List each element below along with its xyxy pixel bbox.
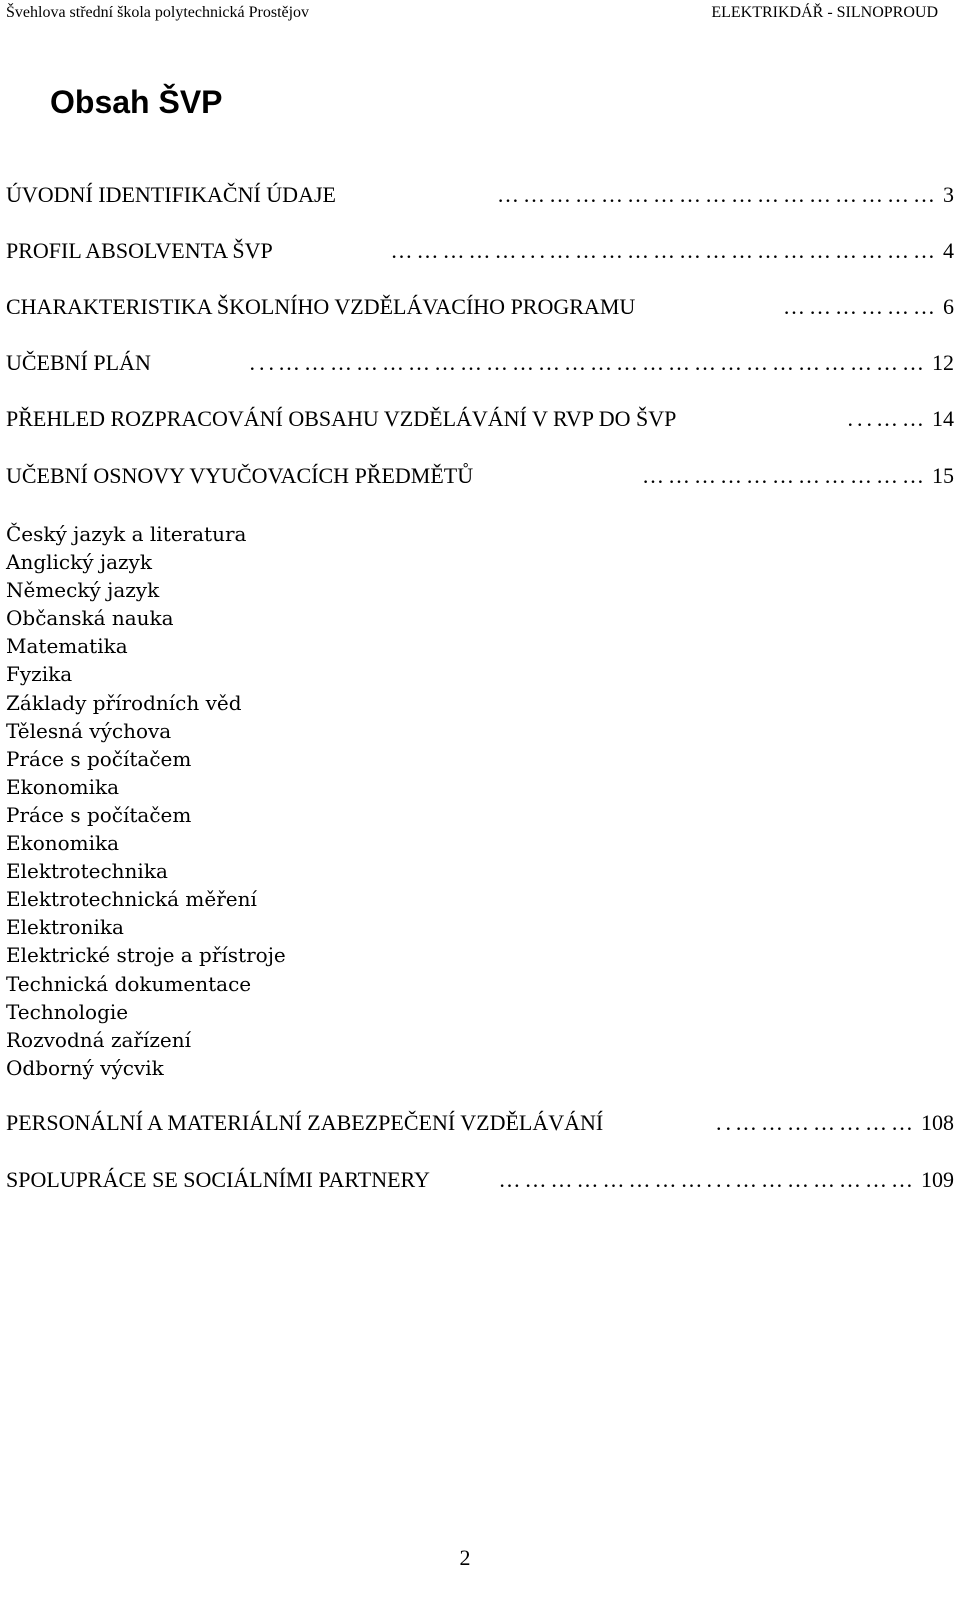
subject-item-ekonomika-2[interactable]: Ekonomika [6,831,120,856]
toc-leader: …………………...…………………… [498,1167,917,1192]
subject-item-odborny-vycvik[interactable]: Odborný výcvik [6,1055,164,1080]
subject-item-elektronika[interactable]: Elektronika [6,915,124,940]
toc-entry-prehled-rozpracovani[interactable] [6,404,954,434]
toc-entry-page: 6 [943,294,954,319]
page-number: 2 [459,1545,471,1570]
subject-item-obcanska-nauka[interactable]: Občanská nauka [6,606,174,631]
toc-entry-profil-absolventa[interactable] [6,236,954,266]
toc-entry-ucebni-plan[interactable] [6,348,954,378]
toc-entry-page: 109 [921,1167,954,1192]
subject-item-zaklady-prirodnich-ved[interactable]: Základy přírodních věd [6,690,242,715]
subject-item-technicka-dokumentace[interactable]: Technická dokumentace [6,971,252,996]
toc-entry-label: UČEBNÍ PLÁN [6,348,157,378]
toc-leader: ………………………………………...…………… [390,238,939,263]
school-name: Švehlova střední škola polytechnická Prostějov [6,4,310,21]
toc-leader: …………………………… [642,463,928,488]
subject-item-telesna-vychova[interactable]: Tělesná výchova [6,718,172,743]
toc-leader: ……………… [783,294,939,319]
subject-item-nemecky-jazyk[interactable]: Německý jazyk [6,578,160,603]
subject-item-technologie[interactable]: Technologie [6,999,129,1024]
subject-item-elektrotechnika[interactable]: Elektrotechnika [6,859,168,884]
toc-entry-label: PERSONÁLNÍ A MATERIÁLNÍ ZABEZPEČENÍ VZDĚLÁVÁNÍ [6,1108,609,1138]
toc-entry-page: 12 [932,350,954,375]
page-title: Obsah ŠVP [50,84,223,120]
subject-item-rozvodna-zarizeni[interactable]: Rozvodná zařízení [6,1027,192,1052]
toc-entry-page: 4 [943,238,954,263]
toc-leader: ……... [847,406,928,431]
subject-item-prace-s-pocitacem-2[interactable]: Práce s počítačem [6,802,192,827]
toc-entry-ucebni-osnovy[interactable] [6,461,954,491]
toc-entry-uvodni-identifikacni-udaje[interactable] [6,180,954,210]
toc-entry-spoluprace-partnery[interactable] [6,1165,954,1195]
subject-item-anglicky-jazyk[interactable]: Anglický jazyk [6,550,152,575]
toc-entry-page: 15 [932,463,954,488]
toc-entry-page: 108 [921,1110,954,1135]
subject-item-prace-s-pocitacem[interactable]: Práce s počítačem [6,746,192,771]
toc-leader: ………………….. [716,1110,917,1135]
subject-item-elektricke-stroje[interactable]: Elektrické stroje a přístroje [6,943,286,968]
subject-item-cesky-jazyk[interactable]: Český jazyk a literatura [6,522,247,546]
toc-leader: …………………………………………………………………... [249,350,928,375]
toc-entry-charakteristika-svp[interactable] [6,292,954,322]
page-header [6,2,938,24]
toc-entry-label: PROFIL ABSOLVENTA ŠVP [6,236,279,266]
subject-item-ekonomika[interactable]: Ekonomika [6,774,120,799]
subject-item-elektrotechnicka-mereni[interactable]: Elektrotechnická měření [6,887,257,912]
toc-entry-page: 3 [943,182,954,207]
subject-item-fyzika[interactable]: Fyzika [6,662,73,687]
toc-leader: …………………………………………… [497,182,939,207]
toc-entry-page: 14 [932,406,954,431]
toc-entry-label: CHARAKTERISTIKA ŠKOLNÍHO VZDĚLÁVACÍHO PROGRAMU [6,292,641,322]
toc-entry-label: ÚVODNÍ IDENTIFIKAČNÍ ÚDAJE [6,180,342,210]
toc-entry-label: SPOLUPRÁCE SE SOCIÁLNÍMI PARTNERY [6,1165,436,1195]
toc-entry-label: UČEBNÍ OSNOVY VYUČOVACÍCH PŘEDMĚTŮ [6,461,479,491]
program-name: ELEKTRIKDÁŘ - SILNOPROUD [711,4,938,21]
toc-entry-personalni-zabezpeceni[interactable] [6,1108,954,1138]
toc-entry-label: PŘEHLED ROZPRACOVÁNÍ OBSAHU VZDĚLÁVÁNÍ V RVP DO ŠVP [6,404,682,434]
subject-list [6,520,286,1082]
subject-item-matematika[interactable]: Matematika [6,634,128,659]
